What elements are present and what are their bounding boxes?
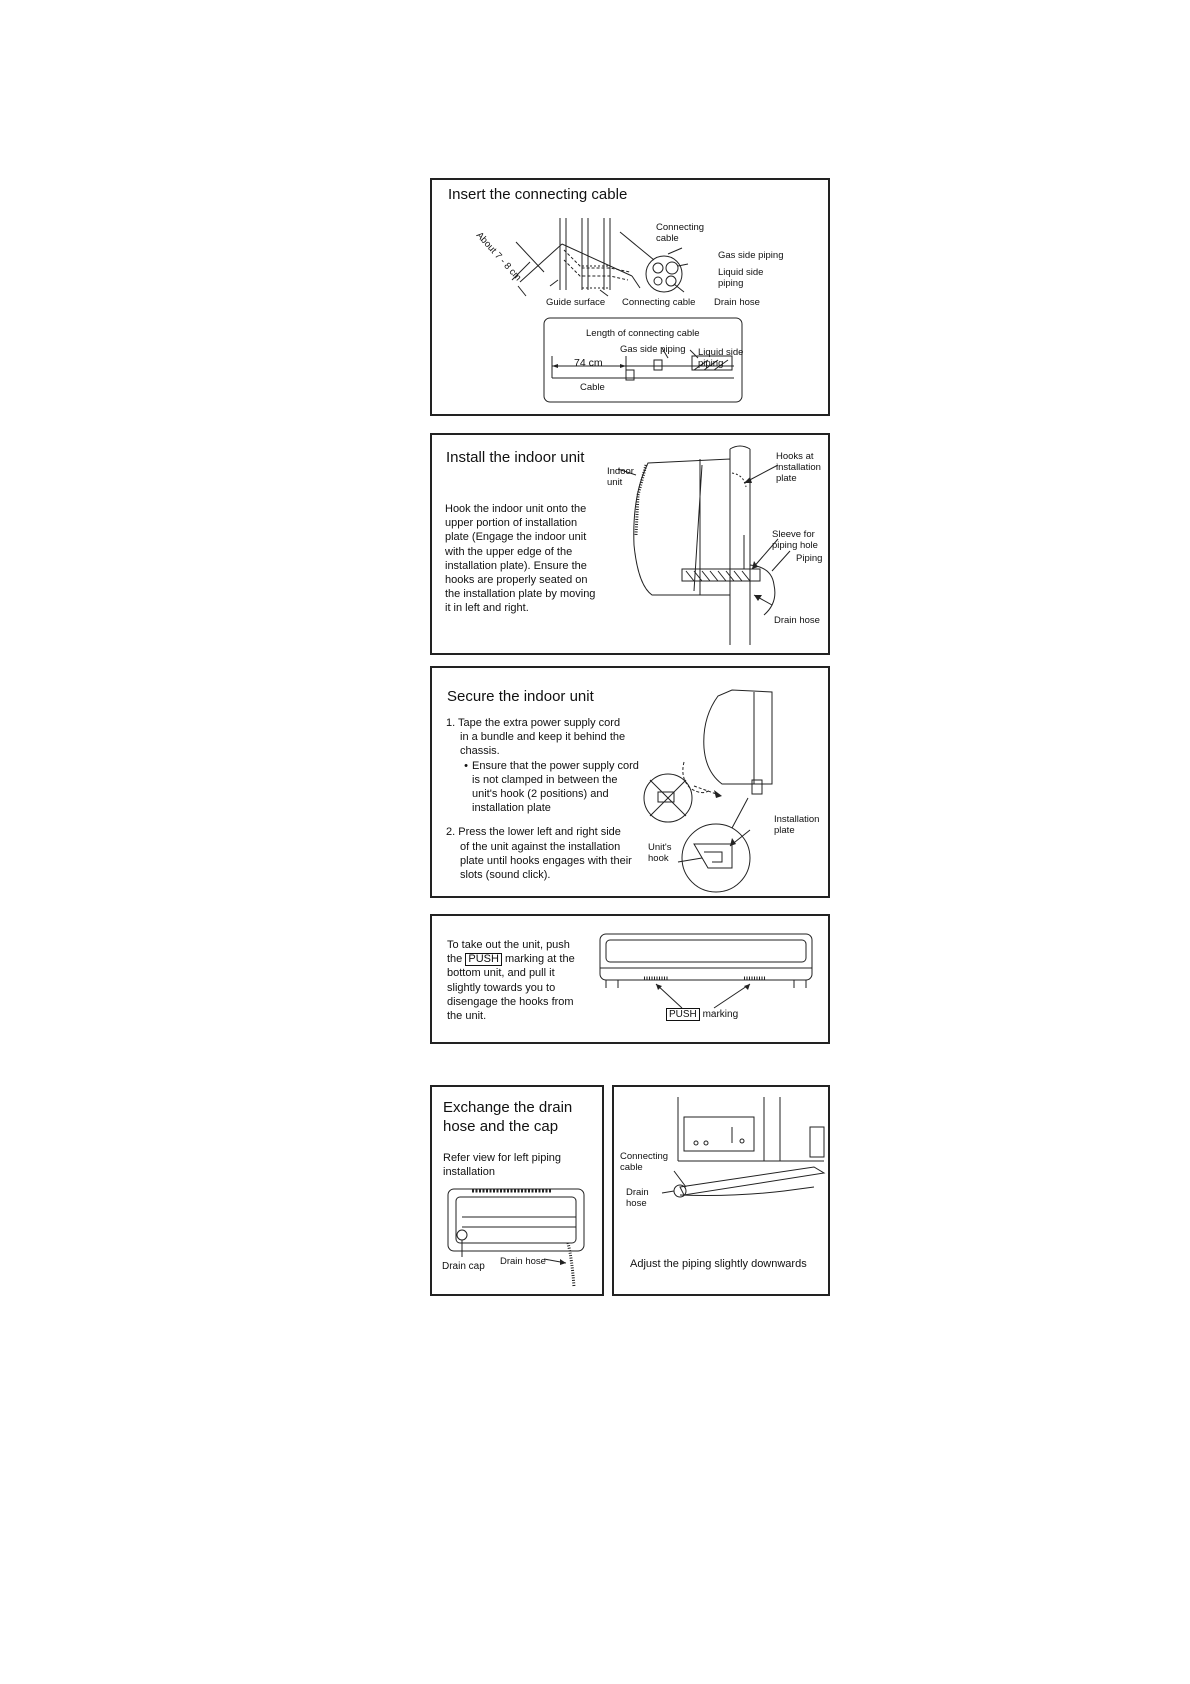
- connecting-cable-label-2: cable: [656, 233, 679, 244]
- hooks-label: Hooks at: [776, 451, 814, 462]
- panel-title-2: hose and the cap: [443, 1118, 559, 1135]
- panel-insert-connecting-cable: [430, 178, 830, 416]
- drain-hose-label: Drain hose: [714, 297, 760, 308]
- installation-plate-label-2: plate: [774, 825, 795, 836]
- panel-secure-indoor-unit: [430, 666, 830, 898]
- inset-liquid-side-label-2: piping: [698, 358, 724, 369]
- panel-adjust-piping: [612, 1085, 830, 1296]
- push-marking-box: PUSH: [465, 953, 502, 966]
- drain-hose-label: Drain hose: [500, 1256, 546, 1267]
- secure-instructions: 1. Tape the extra power supply cord in a bundle and keep it behind the chassis. • Ensure that the power supply cord is not clamped in between the unit's hook (2 positions) and installation plate 2. Press the lower left and right side of the unit against the installation plate until hooks engages with their slots (sound click).: [446, 717, 639, 882]
- units-hook-label: Unit's: [648, 842, 672, 853]
- take-out-instructions: To take out the unit, push the PUSH marking at the bottom unit, and pull it slightly towards you to disengage the hooks from the unit.: [447, 939, 575, 1023]
- connecting-cable-bottom-label: Connecting cable: [622, 297, 696, 308]
- install-instructions: Hook the indoor unit onto the upper portion of installation plate (Engage the indoor unit with the upper edge of the installation plate). Ensure the hooks are properly seated on the installation plate by moving it in left and right.: [445, 503, 596, 615]
- hooks-label-2: installation: [776, 462, 821, 473]
- drain-hose-label-2: hose: [626, 1198, 647, 1209]
- drain-hose-label: Drain: [626, 1187, 649, 1198]
- inset-cable-label: Cable: [580, 382, 605, 393]
- panel-title: Install the indoor unit: [446, 449, 585, 466]
- panel-title: Insert the connecting cable: [448, 186, 628, 203]
- indoor-unit-label: Indoor: [607, 466, 634, 477]
- connecting-cable-label-2: cable: [620, 1162, 643, 1173]
- sleeve-label-2: piping hole: [772, 540, 818, 551]
- bullet-icon: •: [464, 759, 468, 772]
- inset-title: Length of connecting cable: [586, 328, 700, 339]
- panel-take-out-unit: [430, 914, 830, 1044]
- panel-title: Exchange the drain: [443, 1099, 573, 1116]
- refer-view-text: Refer view for left piping installation: [443, 1152, 561, 1179]
- liquid-side-label-2: piping: [718, 278, 744, 289]
- length-74-cm-label: 74 cm: [574, 357, 603, 369]
- adjust-piping-caption: Adjust the piping slightly downwards: [630, 1258, 807, 1270]
- gas-side-piping-label: Gas side piping: [718, 250, 784, 261]
- unit-bottom-diagram: [432, 916, 832, 1046]
- connecting-cable-label: Connecting: [620, 1151, 669, 1162]
- panel-title: Secure the indoor unit: [447, 688, 594, 705]
- hooks-label-3: plate: [776, 473, 797, 484]
- sleeve-label: Sleeve for: [772, 529, 815, 540]
- guide-surface-label: Guide surface: [546, 297, 606, 308]
- piping-label: Piping: [796, 553, 823, 564]
- panel-exchange-drain-hose: [430, 1085, 604, 1296]
- drain-hose-label: Drain hose: [774, 615, 820, 626]
- secure-unit-diagram: [432, 668, 832, 900]
- units-hook-label-2: hook: [648, 853, 669, 864]
- connecting-cable-label: Connecting: [656, 222, 705, 233]
- indoor-unit-label-2: unit: [607, 477, 623, 488]
- panel-install-indoor-unit: [430, 433, 830, 655]
- liquid-side-label: Liquid side: [718, 267, 764, 278]
- installation-plate-label: Installation: [774, 814, 820, 825]
- push-marking-label: PUSH marking: [666, 1008, 738, 1021]
- inset-liquid-side-label: Liquid side: [698, 347, 744, 358]
- inset-gas-side-piping-label: Gas side piping: [620, 344, 686, 355]
- drain-cap-label: Drain cap: [442, 1261, 485, 1272]
- about-7-8-cm-label: About 7 - 8 cm: [473, 230, 524, 284]
